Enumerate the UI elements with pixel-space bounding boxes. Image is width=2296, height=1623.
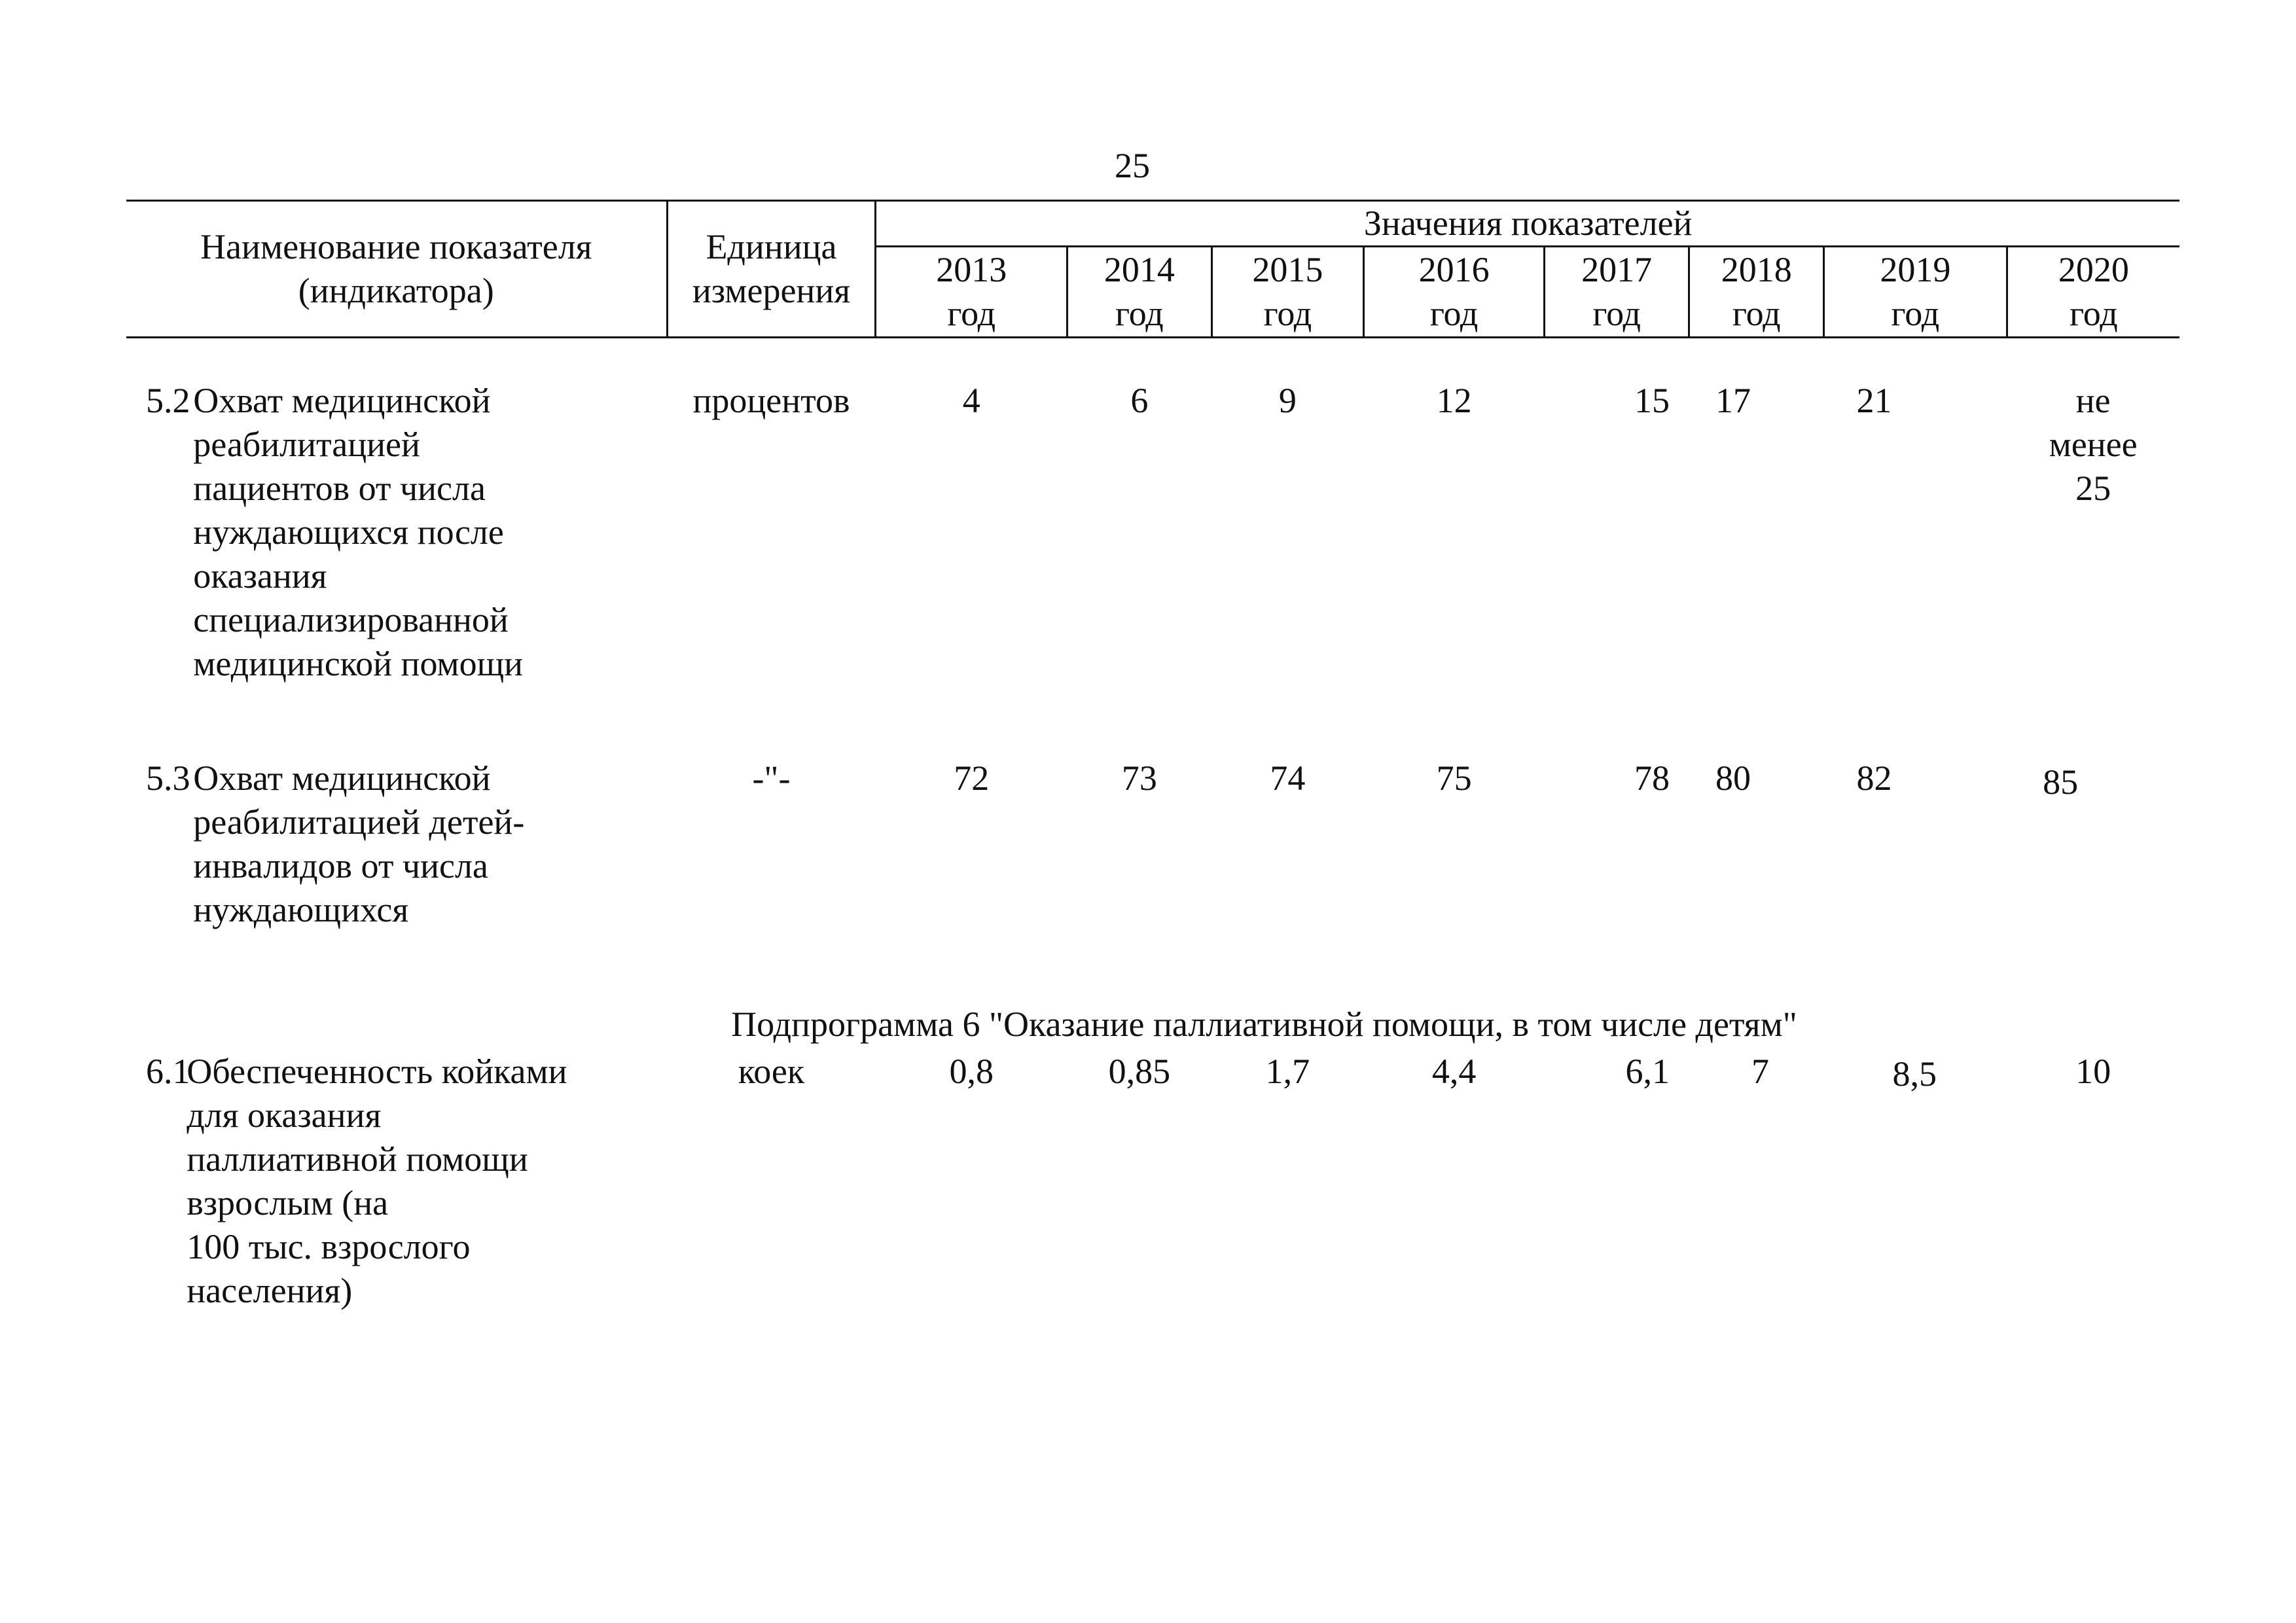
header-year-2016: 2016 год	[1364, 247, 1545, 338]
value-2019: 21	[1856, 381, 1892, 420]
value-2015: 9	[1278, 381, 1297, 420]
value-2018: 80	[1715, 758, 1751, 798]
value-2014: 73	[1121, 758, 1157, 798]
table-row	[126, 379, 2179, 686]
value-2014: 6	[1130, 381, 1149, 420]
value-2017: 6,1	[1625, 1052, 1670, 1091]
value-2016: 75	[1436, 758, 1472, 798]
value-2020: не менее 25	[2049, 381, 2138, 508]
value-2015: 74	[1270, 758, 1306, 798]
value-2020: 85	[2043, 762, 2079, 802]
value-2020: 10	[2075, 1052, 2111, 1091]
value-2013: 4	[962, 381, 980, 420]
unit-value: коек	[738, 1052, 805, 1091]
value-2019: 82	[1856, 758, 1892, 798]
value-2019: 8,5	[1892, 1054, 1937, 1094]
value-2015: 1,7	[1265, 1052, 1310, 1091]
value-2013: 0,8	[949, 1052, 994, 1091]
header-year-2013: 2013 год	[876, 247, 1067, 338]
value-2016: 4,4	[1431, 1052, 1477, 1091]
value-2018: 17	[1715, 381, 1751, 420]
value-2016: 12	[1436, 381, 1472, 420]
unit-value: процентов	[692, 381, 850, 420]
indicator-name: Охват медицинской реабилитацией пациентов от числа нуждающихся после оказания специализированной медицинской помощи	[193, 381, 524, 683]
unit-value: -"-	[752, 758, 791, 798]
row-number: 6.1	[146, 1052, 190, 1091]
subprogram-heading: Подпрограмма 6 "Оказание паллиативной помощи, в том числе детям"	[731, 1005, 1797, 1044]
row-number: 5.2	[146, 381, 190, 420]
header-unit: Единица измерения	[667, 201, 876, 338]
header-year-2015: 2015 год	[1211, 247, 1364, 338]
page-number: 25	[1115, 146, 1150, 185]
table-row	[126, 1048, 2179, 1313]
header-values-title: Значения показателей	[876, 201, 2179, 247]
value-2018: 7	[1751, 1052, 1769, 1091]
value-2017: 15	[1634, 381, 1670, 420]
value-2014: 0,85	[1108, 1052, 1171, 1091]
value-2017: 78	[1634, 758, 1670, 798]
row-number: 5.3	[146, 758, 190, 798]
header-year-2020: 2020 год	[2007, 247, 2179, 338]
header-year-2014: 2014 год	[1067, 247, 1212, 338]
value-2013: 72	[954, 758, 990, 798]
header-indicator-name: Наименование показателя (индикатора)	[126, 201, 667, 338]
indicators-table	[126, 200, 2179, 1313]
header-year-2019: 2019 год	[1823, 247, 2007, 338]
table-row	[126, 757, 2179, 932]
header-year-2017: 2017 год	[1544, 247, 1689, 338]
indicator-name: Охват медицинской реабилитацией детей- инвалидов от числа нуждающихся	[193, 758, 525, 929]
header-year-2018: 2018 год	[1689, 247, 1824, 338]
indicator-name: Обеспеченность койками для оказания паллиативной помощи взрослым (на 100 тыс. взрослого населения)	[187, 1052, 567, 1310]
